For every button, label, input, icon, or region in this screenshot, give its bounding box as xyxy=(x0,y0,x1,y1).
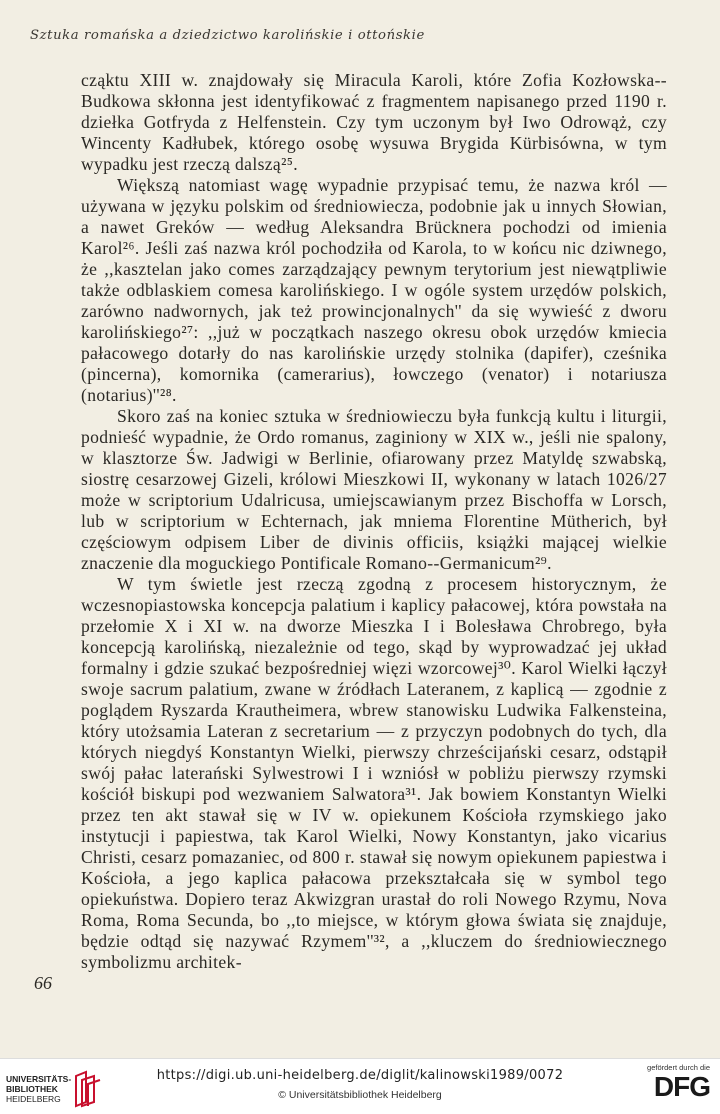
paragraph-1: cząktu XIII w. znajdowały się Miracula Karoli, które Zofia Kozłowska--Budkowa skłonna jest identyfikować z fragmentem napisanego przed 1190 r. dziełka Gotfryda z Helfenstein. Czy tym uczonym był Iwo Odrowąż, czy Wincenty Kadłubek, którego osobę wysuwa Brygida Kürbisówna, w tym wypadku jest rzeczą dalszą²⁵. xyxy=(81,70,667,174)
paragraph-4: W tym świetle jest rzeczą zgodną z procesem historycznym, że wczesnopiastowska koncepcja palatium i kaplicy pałacowej, która powstała na przełomie X i XI w. na dworze Mieszka I i Bolesława Chrobrego, była koncepcją karolińską, niezależnie od tego, skąd by wyprowadzać jej układ formalny i gdzie szukać bezpośredniej więzi wzorcowej³⁰. Karol Wielki łączył swoje sacrum palatium, zwane w źródłach Lateranem, z kaplicą — zgodnie z poglądem Ryszarda Krautheimera, wbrew stanowisku Ludwika Falkensteina, który utożsamia Lateran z secretarium — z przyczyn podobnych do tych, dla których niegdyś Konstantyn Wielki, pierwszy chrześcijański cesarz, odstąpił swój pałac laterański Sylwestrowi I i wzniósł w pobliżu pierwszy rzymski kościół biskupi pod wezwaniem Salwatora³¹. Jak bowiem Konstantyn Wielki przez ten akt stawał się w IV w. opiekunem Kościoła rzymskiego jako instytucji i papiestwa, tak Karol Wielki, Nowy Konstantyn, jako vicarius Christi, cesarz pomazaniec, od 800 r. stawał się nowym opiekunem papiestwa i Kościoła, a jego kaplica pałacowa przekształcała się w symbol tego opiekuństwa. Dopiero teraz Akwizgran urastał do roli Nowego Rzymu, Nova Roma, Roma Secunda, bo ,,to miejsce, w którym głowa świata się znajduje, będzie odtąd się nazywać Rzymem''³², a ,,kluczem do średniowiecznego symbolizmu architek- xyxy=(81,574,667,972)
running-head: Sztuka romańska a dziedzictwo karolińskie i ottońskie xyxy=(30,28,425,43)
source-url-link[interactable]: https://digi.ub.uni-heidelberg.de/diglit/kalinowski1989/0072 xyxy=(156,1068,564,1083)
copyright-notice: © Universitätsbibliothek Heidelberg xyxy=(278,1089,442,1101)
dfg-logo xyxy=(634,1063,710,1111)
body-text xyxy=(81,70,667,973)
paragraph-2: Większą natomiast wagę wypadnie przypisać temu, że nazwa król — używana w języku polskim od średniowiecza, podobnie jak u innych Słowian, a nawet Greków — według Aleksandra Brücknera pochodzi od imienia Karol²⁶. Jeśli zaś nazwa król pochodziła od Karola, to w końcu nic dziwnego, że ,,kasztelan jako comes zarządzający pewnym terytorium jest niewątpliwie także odblaskiem comesa karolińskiego. I w ogóle system urzędów polskich, zarówno nadwornych, jak też prowincjonalnych'' da się wywieść z dworu karolińskiego²⁷: ,,już w początkach naszego okresu obok urzędów kmiecia pałacowego dotarły do nas karolińskie urzędy stolnika (dapifer), cześnika (pincerna), komornika (camerarius), łowczego (venator) i notariusza (notarius)''²⁸. xyxy=(81,175,667,405)
dfg-wordmark: DFG xyxy=(653,1071,710,1102)
dfg-caption: gefördert durch die xyxy=(647,1063,710,1072)
library-name-line-2: BIBLIOTHEK xyxy=(6,1084,58,1094)
library-name-line-3: HEIDELBERG xyxy=(6,1094,61,1104)
library-name-line-1: UNIVERSITÄTS- xyxy=(6,1074,72,1084)
page-number: 66 xyxy=(34,973,52,993)
digitization-footer xyxy=(0,1058,720,1114)
paragraph-3: Skoro zaś na koniec sztuka w średniowieczu była funkcją kultu i liturgii, podnieść wypadnie, że Ordo romanus, zaginiony w XIX w., jeśli nie spalony, w klasztorze Św. Jadwigi w Berlinie, ofiarowany przez Matyldę szwabską, siostrę cesarzowej Gizeli, królowi Mieszkowi II, wykonany w latach 1026/27 może w scriptorium Udalricusa, umiejscawianym przez Bischoffa w Lorsch, lub w scriptorium w Echternach, jak mniema Florentine Mütherich, był częściowym odpisem Liber de divinis officiis, książki mającej wielkie znaczenie dla moguckiego Pontificale Romano--Germanicum²⁹. xyxy=(81,406,667,573)
